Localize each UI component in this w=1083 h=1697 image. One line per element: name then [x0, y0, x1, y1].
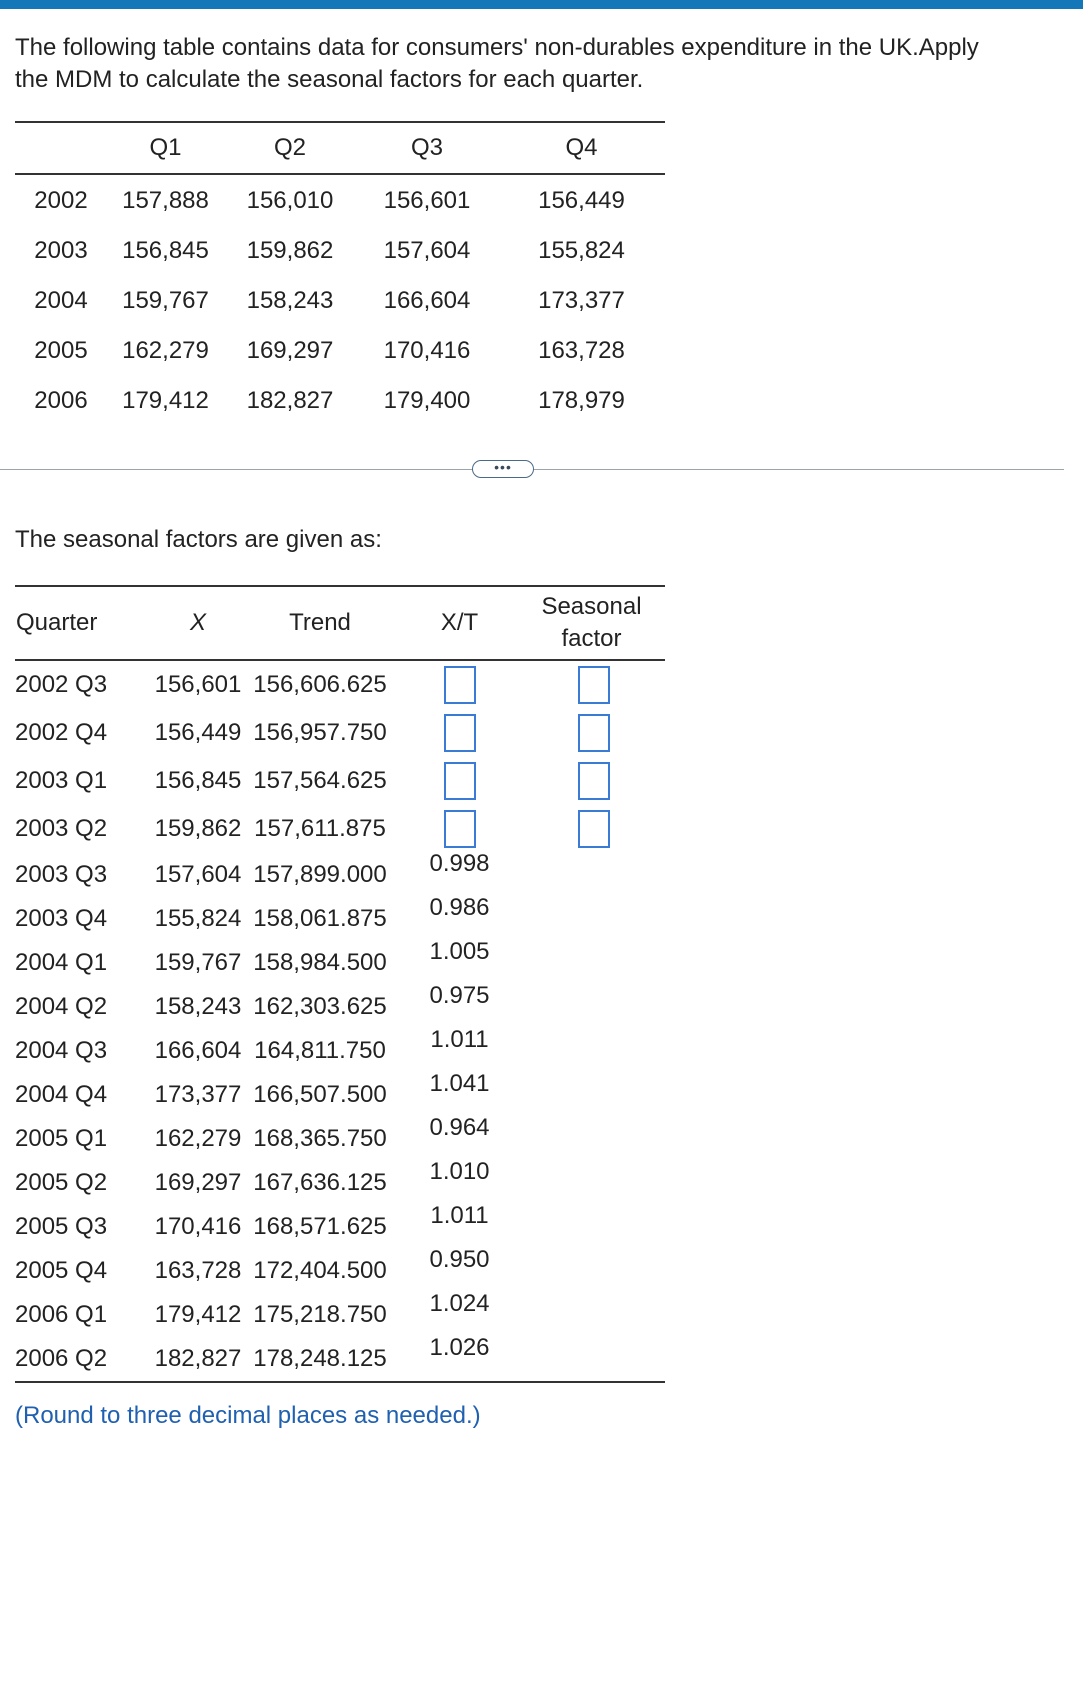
seasonal-factor-input[interactable]	[578, 762, 610, 800]
cell-x: 159,767	[154, 949, 242, 976]
xt-input[interactable]	[444, 666, 476, 704]
cell-year: 2005	[34, 337, 88, 364]
header-xt: X/T	[396, 586, 523, 660]
cell-q1: 179,412	[122, 387, 209, 414]
top-accent-bar	[0, 0, 1083, 9]
cell-q4: 178,979	[538, 387, 625, 414]
table-row	[15, 1337, 665, 1382]
prompt-text: The seasonal factors are given as:	[15, 526, 382, 553]
cell-x: 170,416	[154, 1213, 242, 1240]
cell-xt	[396, 1290, 523, 1337]
table-row	[15, 757, 665, 805]
cell-q2: 158,243	[246, 287, 334, 314]
cell-q3: 157,604	[383, 237, 471, 264]
seasonal-factor-input[interactable]	[578, 810, 610, 848]
cell-trend: 156,606.625	[253, 671, 387, 698]
cell-q2: 159,862	[246, 237, 334, 264]
cell-x: 162,279	[154, 1125, 242, 1152]
cell-x: 169,297	[154, 1169, 242, 1196]
header-q4: Q4	[498, 122, 665, 174]
xt-value: 0.998	[429, 850, 490, 877]
cell-year: 2006	[34, 387, 88, 414]
cell-seasonal-empty	[523, 1161, 665, 1205]
table-row	[15, 1029, 665, 1073]
cell-seasonal-empty	[523, 1249, 665, 1293]
cell-xt	[396, 982, 523, 1029]
cell-q3: 166,604	[383, 287, 471, 314]
xt-input-cell	[396, 709, 523, 757]
cell-quarter: 2006 Q2	[15, 1337, 152, 1382]
expand-more-button[interactable]: •••	[472, 460, 534, 478]
table-row	[15, 985, 665, 1029]
cell-xt	[396, 1202, 523, 1249]
xt-input-cell	[396, 805, 523, 853]
cell-seasonal-empty	[523, 1117, 665, 1161]
cell-x: 179,412	[154, 1301, 242, 1328]
table-row	[15, 1073, 665, 1117]
cell-trend: 167,636.125	[253, 1169, 387, 1196]
header-q1: Q1	[107, 122, 224, 174]
header-q3: Q3	[356, 122, 498, 174]
header-seasonal-factor: Seasonal factor	[523, 586, 665, 660]
cell-quarter: 2004 Q4	[15, 1081, 108, 1108]
cell-xt	[396, 1026, 523, 1073]
seasonal-factor-input-cell	[523, 709, 665, 757]
cell-q1: 162,279	[122, 337, 209, 364]
cell-q2: 169,297	[246, 337, 334, 364]
cell-xt	[396, 1070, 523, 1117]
table-row	[15, 1249, 665, 1293]
seasonal-factor-input[interactable]	[578, 666, 610, 704]
cell-trend: 178,248.125	[244, 1337, 396, 1382]
cell-x: 157,604	[154, 861, 242, 888]
table-row	[15, 376, 665, 426]
cell-trend: 157,899.000	[253, 861, 387, 888]
cell-q4: 173,377	[538, 287, 625, 314]
cell-trend: 162,303.625	[253, 993, 387, 1020]
table-row	[15, 1205, 665, 1249]
cell-quarter: 2003 Q1	[15, 767, 108, 794]
cell-trend: 156,957.750	[253, 719, 387, 746]
cell-seasonal-empty	[523, 1029, 665, 1073]
xt-value: 1.011	[430, 1026, 489, 1053]
xt-value: 0.950	[429, 1246, 490, 1273]
xt-value: 1.010	[429, 1158, 490, 1185]
xt-input[interactable]	[444, 810, 476, 848]
cell-quarter: 2006 Q1	[15, 1301, 108, 1328]
cell-xt	[396, 1158, 523, 1205]
cell-quarter: 2004 Q2	[15, 993, 108, 1020]
cell-x: 182,827	[152, 1337, 244, 1382]
xt-value: 0.975	[429, 982, 490, 1009]
cell-q2: 156,010	[246, 187, 334, 214]
cell-trend: 158,984.500	[253, 949, 387, 976]
cell-trend: 157,611.875	[254, 815, 386, 842]
cell-x: 173,377	[154, 1081, 242, 1108]
cell-seasonal-empty	[523, 897, 665, 941]
cell-seasonal-empty	[523, 941, 665, 985]
cell-quarter: 2003 Q2	[15, 815, 108, 842]
cell-seasonal-empty	[523, 1293, 665, 1337]
cell-trend: 166,507.500	[253, 1081, 387, 1108]
cell-q3: 156,601	[383, 187, 471, 214]
cell-x: 155,824	[154, 905, 242, 932]
table-row	[15, 897, 665, 941]
table-row	[15, 709, 665, 757]
table-row	[15, 326, 665, 376]
cell-xt	[396, 1114, 523, 1161]
cell-trend: 175,218.750	[253, 1301, 387, 1328]
cell-x: 156,449	[154, 719, 242, 746]
cell-seasonal-empty	[523, 1205, 665, 1249]
answer-table-header-row	[15, 586, 665, 660]
cell-year: 2002	[34, 187, 88, 214]
table-row	[15, 276, 665, 326]
xt-value: 0.964	[429, 1114, 490, 1141]
cell-x: 166,604	[154, 1037, 242, 1064]
seasonal-factor-input-cell	[523, 660, 665, 709]
table-row	[15, 1117, 665, 1161]
cell-trend: 164,811.750	[254, 1037, 386, 1064]
cell-q1: 157,888	[122, 187, 209, 214]
table-row	[15, 660, 665, 709]
xt-value: 0.986	[429, 894, 490, 921]
cell-x: 156,601	[154, 671, 242, 698]
header-quarter: Quarter	[15, 586, 152, 660]
cell-xt	[396, 1246, 523, 1293]
cell-quarter: 2005 Q4	[15, 1257, 108, 1284]
cell-year: 2004	[34, 287, 88, 314]
xt-value: 1.011	[430, 1202, 489, 1229]
cell-quarter: 2004 Q3	[15, 1037, 108, 1064]
table-row	[15, 853, 665, 897]
cell-trend: 168,365.750	[253, 1125, 387, 1152]
cell-q1: 156,845	[122, 237, 209, 264]
cell-x: 159,862	[154, 815, 242, 842]
question-text: The following table contains data for consumers' non-durables expenditure in the UK.Apply the MDM to calculate the seasonal factors for each quarter.	[15, 34, 979, 93]
cell-xt	[396, 894, 523, 941]
cell-q4: 156,449	[538, 187, 625, 214]
cell-quarter: 2005 Q2	[15, 1169, 108, 1196]
cell-quarter: 2004 Q1	[15, 949, 108, 976]
seasonal-factor-input-cell	[523, 757, 665, 805]
xt-input-cell	[396, 757, 523, 805]
table-row	[15, 1293, 665, 1337]
cell-xt	[396, 938, 523, 985]
cell-trend: 172,404.500	[253, 1257, 387, 1284]
cell-x: 163,728	[154, 1257, 242, 1284]
cell-quarter: 2003 Q4	[15, 905, 108, 932]
xt-value: 1.005	[429, 938, 490, 965]
cell-xt	[396, 850, 523, 897]
header-trend: Trend	[244, 586, 396, 660]
header-x: X	[152, 586, 244, 660]
data-table-header-row	[15, 122, 665, 174]
table-row	[15, 226, 665, 276]
cell-quarter: 2005 Q1	[15, 1125, 108, 1152]
cell-q4: 155,824	[538, 237, 625, 264]
cell-x: 158,243	[154, 993, 242, 1020]
cell-q4: 163,728	[538, 337, 625, 364]
cell-q2: 182,827	[246, 387, 334, 414]
table-row	[15, 941, 665, 985]
cell-q3: 179,400	[383, 387, 471, 414]
rounding-note: (Round to three decimal places as needed.)	[15, 1402, 481, 1429]
cell-xt	[396, 1334, 523, 1382]
cell-seasonal-empty	[523, 1073, 665, 1117]
cell-seasonal-empty	[523, 985, 665, 1029]
seasonal-factor-input-cell	[523, 805, 665, 853]
cell-x: 156,845	[154, 767, 242, 794]
header-q2: Q2	[224, 122, 356, 174]
cell-q3: 170,416	[383, 337, 471, 364]
xt-input-cell	[396, 660, 523, 709]
xt-input[interactable]	[444, 714, 476, 752]
xt-value: 1.026	[429, 1334, 490, 1361]
cell-q1: 159,767	[122, 287, 209, 314]
cell-quarter: 2005 Q3	[15, 1213, 108, 1240]
xt-input[interactable]	[444, 762, 476, 800]
cell-quarter: 2002 Q3	[15, 671, 108, 698]
xt-value: 1.024	[429, 1290, 490, 1317]
cell-seasonal-empty	[523, 853, 665, 897]
cell-seasonal-empty	[523, 1337, 665, 1382]
cell-year: 2003	[34, 237, 88, 264]
seasonal-factor-input[interactable]	[578, 714, 610, 752]
seasonal-factor-table	[15, 585, 665, 1383]
expenditure-data-table	[15, 121, 665, 426]
table-row	[15, 174, 665, 226]
xt-value: 1.041	[429, 1070, 490, 1097]
cell-trend: 158,061.875	[253, 905, 387, 932]
cell-trend: 168,571.625	[253, 1213, 387, 1240]
cell-quarter: 2002 Q4	[15, 719, 108, 746]
cell-quarter: 2003 Q3	[15, 861, 108, 888]
cell-trend: 157,564.625	[253, 767, 387, 794]
table-row	[15, 805, 665, 853]
header-year	[15, 122, 107, 174]
table-row	[15, 1161, 665, 1205]
